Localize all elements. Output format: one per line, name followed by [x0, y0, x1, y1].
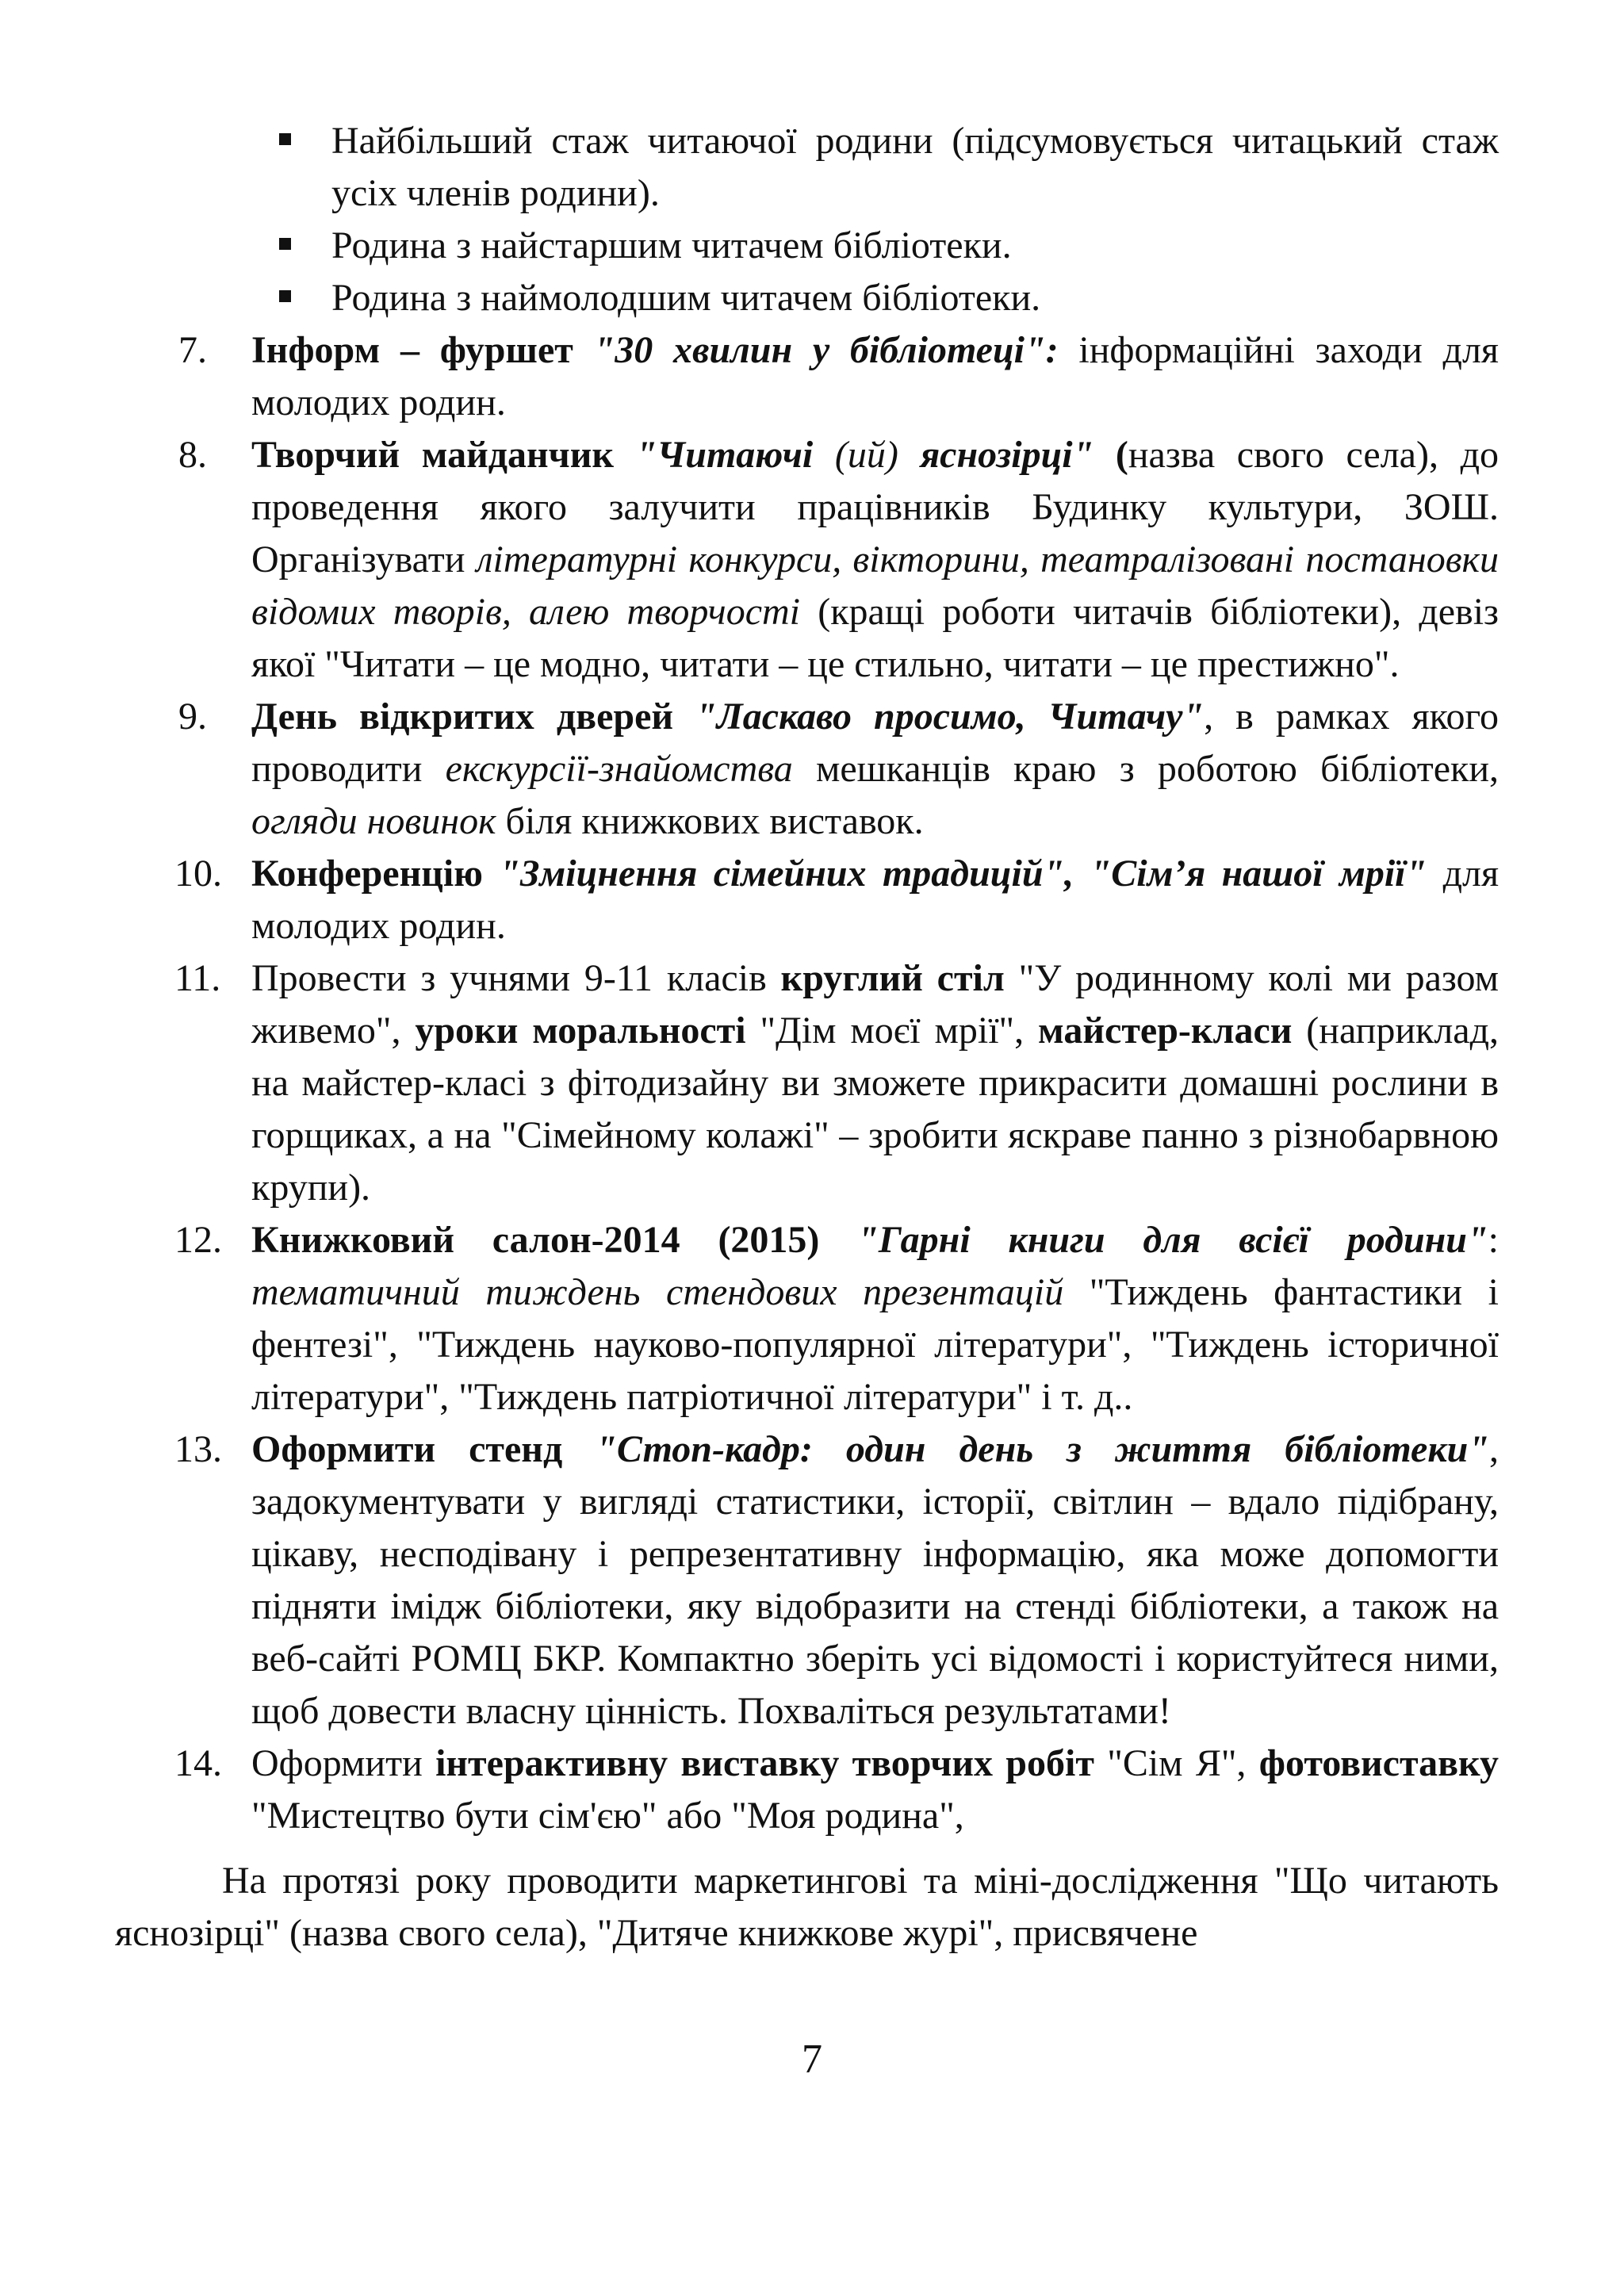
item-text [251, 434, 1499, 685]
item-number: 10. [174, 852, 222, 895]
text-run: "Дім моєї мрії", [760, 1010, 1038, 1052]
text-run: огляди новинок [251, 800, 506, 842]
text-run: Оформити стенд [251, 1428, 596, 1470]
text-run: Книжковий салон-2014 (2015) [251, 1219, 858, 1261]
square-bullet-icon [279, 133, 291, 145]
item-text [251, 852, 1499, 947]
text-run: "Мистецтво бути сім'єю" або "Моя родина", [251, 1795, 964, 1837]
bullet-item [270, 220, 1499, 272]
item-text [251, 1742, 1499, 1837]
text-run: біля книжкових виставок. [505, 800, 924, 842]
page-number: 7 [802, 2036, 822, 2082]
text-run: фотовиставку [1258, 1742, 1500, 1784]
text-run: мешканців краю з роботою бібліотеки, [815, 748, 1500, 790]
item-text [251, 957, 1499, 1209]
text-run: Оформити [251, 1742, 436, 1784]
numbered-item [178, 691, 1499, 848]
numbered-item [174, 1738, 1500, 1842]
text-run: "У родинному колі ми разом живемо", [251, 957, 1500, 1052]
text-run: назва свого села), до проведення якого залучити працівників Будинку культури, ЗОШ. Організувати [251, 434, 1500, 580]
numbered-activity-list [174, 324, 1500, 1842]
closing-paragraph: На протязі року проводити маркетингові та міні-дослідження "Що читають яснозірці" (назва свого села), "Дитяче книжкове журі", присвячене [115, 1860, 1499, 1954]
text-run: Інформ – фуршет [251, 329, 594, 371]
item-number: 7. [178, 329, 207, 371]
bullet-text: Родина з наймолодшим читачем бібліотеки. [331, 277, 1041, 319]
bullet-text: Родина з найстаршим читачем бібліотеки. [331, 224, 1012, 266]
item-text [251, 1219, 1499, 1418]
item-number: 13. [174, 1428, 222, 1470]
numbered-item [174, 952, 1500, 1214]
text-run: (наприклад, на майстер-класі з фітодизайну ви зможете прикрасити домашні рослини в горщиках, а на "Сімейному колажі" – зробити яскраве панно з різнобарвною крупи). [251, 1010, 1500, 1209]
text-run: Провести з учнями 9-11 класів [251, 957, 781, 999]
text-run: для молодих родин. [251, 852, 1500, 947]
text-run: (ий) [834, 434, 921, 476]
item-number: 11. [174, 957, 221, 999]
text-run: "Тиждень фантастики і фентезі", "Тиждень науково-популярної літератури", "Тиждень історичної літератури", "Тиждень патріотичної літератури" і т. д.. [251, 1271, 1500, 1418]
bullet-text: Найбільший стаж читаючої родини (підсумовується читацький стаж усіх членів родини). [331, 120, 1499, 214]
numbered-item [174, 848, 1500, 952]
text-run: "Сім Я", [1107, 1742, 1259, 1784]
text-run: Творчий майданчик [251, 434, 636, 476]
text-run: екскурсії-знайомства [445, 748, 816, 790]
text-run: інформаційні заходи для молодих родин. [251, 329, 1499, 423]
text-run: тематичний тиждень стендових презентацій [251, 1271, 1090, 1313]
bullet-item [270, 115, 1499, 220]
item-number: 14. [174, 1742, 222, 1784]
criteria-bullet-list [270, 115, 1499, 324]
item-text [251, 695, 1499, 842]
square-bullet-icon [279, 290, 291, 302]
item-text [251, 329, 1499, 423]
item-number: 12. [174, 1219, 222, 1261]
text-run: "30 хвилин у бібліотеці": [593, 329, 1079, 371]
item-text [251, 1428, 1499, 1732]
text-run: , задокументувати у вигляді статистики, історії, світлин – вдало підібрану, цікаву, несподівану і репрезентативну інформацію, яка може допомогти підняти імідж бібліотеки, яку відобразити на стенді бібліотеки, а також на веб-сайті РОМЦ БКР. Компактно зберіть усі відомості і користуйтеся ними, щоб довести власну цінність. Похваліться результатами! [251, 1428, 1499, 1732]
item-number: 8. [178, 434, 207, 476]
text-run: інтерактивну виставку творчих робіт [435, 1742, 1108, 1784]
text-run: "Гарні книги для всієї родини" [857, 1219, 1488, 1261]
square-bullet-icon [279, 238, 291, 250]
text-run: "Зміцнення сімейних традицій", "Сім’я нашої мрії" [499, 852, 1443, 895]
numbered-item [178, 324, 1499, 429]
numbered-item [174, 1423, 1499, 1738]
text-run: , в рамках якого проводити [251, 695, 1500, 790]
numbered-item [178, 429, 1499, 691]
text-run: яснозірці" [920, 434, 1116, 476]
text-run: "Стоп-кадр: один день з життя бібліотеки" [596, 1428, 1489, 1470]
text-run: "Ласкаво просимо, Читачу" [695, 695, 1205, 738]
text-run: майстер-класи [1038, 1010, 1307, 1052]
item-number: 9. [178, 695, 207, 738]
text-run: День відкритих дверей [251, 695, 696, 738]
text-run: літературні конкурси, вікторини, театралізовані постановки відомих творів, алею творчості [251, 538, 1500, 633]
text-run: (кращі роботи читачів бібліотеки), девіз якої "Читати – це модно, читати – це стильно, читати – це престижно". [251, 591, 1499, 685]
text-run: уроки моральності [415, 1010, 760, 1052]
text-run: : [1488, 1219, 1499, 1261]
text-run: круглий стіл [780, 957, 1019, 999]
text-run: "Читаючі [635, 434, 835, 476]
bullet-item [270, 272, 1499, 324]
text-run: ( [1115, 434, 1128, 476]
text-run: Конференцію [251, 852, 500, 895]
numbered-item [174, 1214, 1500, 1423]
